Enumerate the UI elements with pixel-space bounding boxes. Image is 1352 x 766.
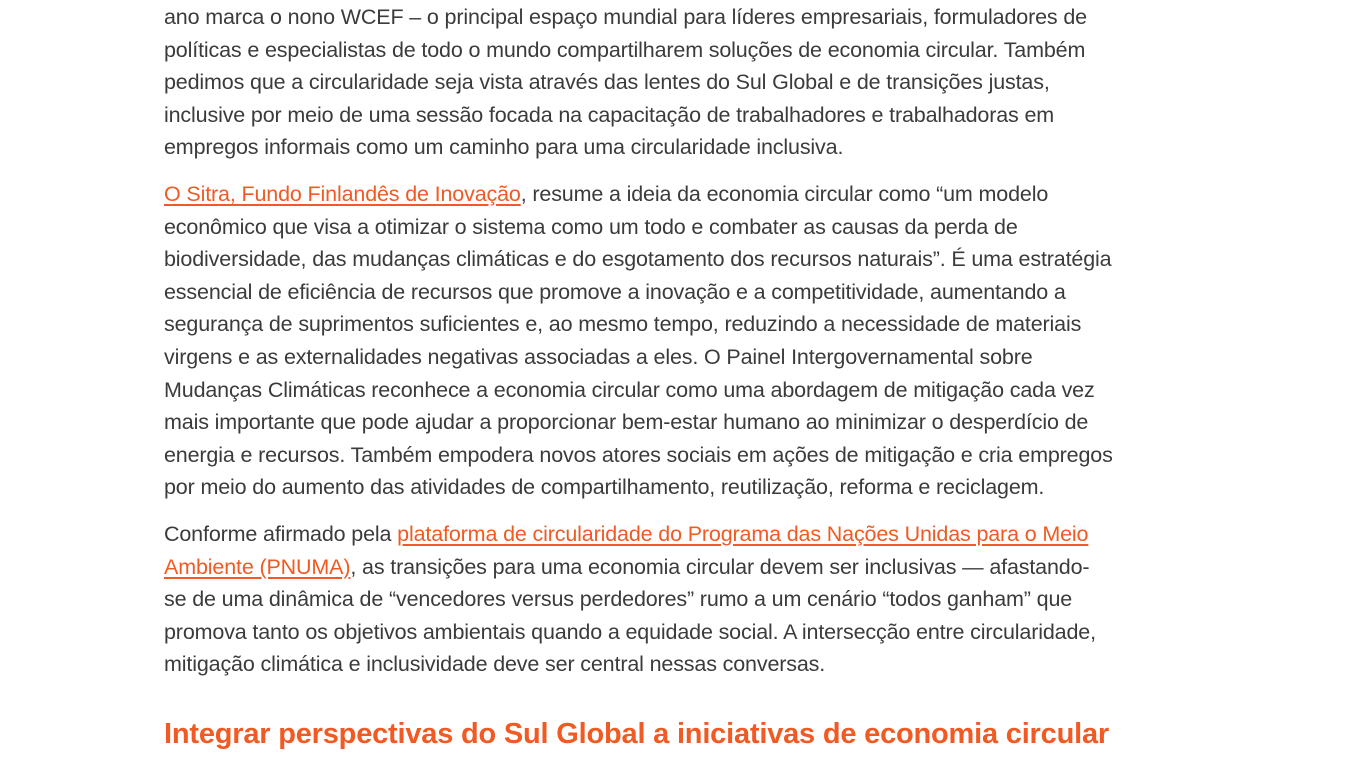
text-line: [164, 178, 1184, 211]
section-heading: Integrar perspectivas do Sul Global a iniciativas de economia circular: [164, 718, 1109, 750]
text-line: empregos informais como um caminho para uma circularidade inclusiva.: [164, 135, 844, 160]
text-line: se de uma dinâmica de “vencedores versus perdedores” rumo a um cenário “todos ganham” que: [164, 587, 1073, 612]
text-line: mais importante que pode ajudar a proporcionar bem-estar humano ao minimizar o desperdício de: [164, 410, 1089, 435]
text-line: essencial de eficiência de recursos que promove a inovação e a competitividade, aumentando a: [164, 279, 1066, 304]
text-line: virgens e as externalidades negativas associadas a eles. O Painel Intergovernamental sobre: [164, 344, 1033, 369]
text-line: inclusive por meio de uma sessão focada na capacitação de trabalhadores e trabalhadoras em: [164, 102, 1055, 127]
text-line: biodiversidade, das mudanças climáticas e do esgotamento dos recursos naturais”. É uma estratégia: [164, 247, 1112, 272]
text-line: energia e recursos. Também empodera novos atores sociais em ações de mitigação e cria empregos: [164, 442, 1113, 467]
text-line: econômico que visa a otimizar o sistema como um todo e combater as causas da perda de: [164, 214, 1018, 239]
paragraph-wcef: [164, 1, 1184, 164]
text-line: ano marca o nono WCEF – o principal espaço mundial para líderes empresariais, formuladores de: [164, 5, 1087, 29]
text-fragment: Conforme afirmado pela: [164, 522, 398, 546]
pnuma-link-part2[interactable]: Ambiente (PNUMA): [164, 554, 351, 579]
text-line: segurança de suprimentos suficientes e, ao mesmo tempo, reduzindo a necessidade de materiais: [164, 312, 1082, 337]
paragraph-sitra: [164, 178, 1184, 504]
text-line: por meio do aumento das atividades de compartilhamento, reutilização, reforma e reciclagem.: [164, 475, 1045, 500]
pnuma-link-part1[interactable]: plataforma de circularidade do Programa das Nações Unidas para o Meio: [397, 522, 1089, 546]
text-fragment: , as transições para uma economia circular devem ser inclusivas — afastando-: [350, 554, 1090, 579]
text-fragment: , resume a ideia da economia circular como “um modelo: [520, 182, 1049, 206]
paragraph-pnuma: [164, 518, 1184, 681]
text-line: [164, 551, 1184, 584]
text-line: [164, 518, 1184, 551]
text-line: promova tanto os objetivos ambientais quando a equidade social. A intersecção entre circularidade,: [164, 619, 1096, 644]
text-line: mitigação climática e inclusividade deve ser central nessas conversas.: [164, 652, 826, 677]
text-line: políticas e especialistas de todo o mundo compartilharem soluções de economia circular. Também: [164, 37, 1086, 62]
text-line: Mudanças Climáticas reconhece a economia circular como uma abordagem de mitigação cada vez: [164, 377, 1095, 402]
sitra-link[interactable]: O Sitra, Fundo Finlandês de Inovação: [164, 182, 521, 206]
text-line: pedimos que a circularidade seja vista através das lentes do Sul Global e de transições justas,: [164, 70, 1050, 95]
